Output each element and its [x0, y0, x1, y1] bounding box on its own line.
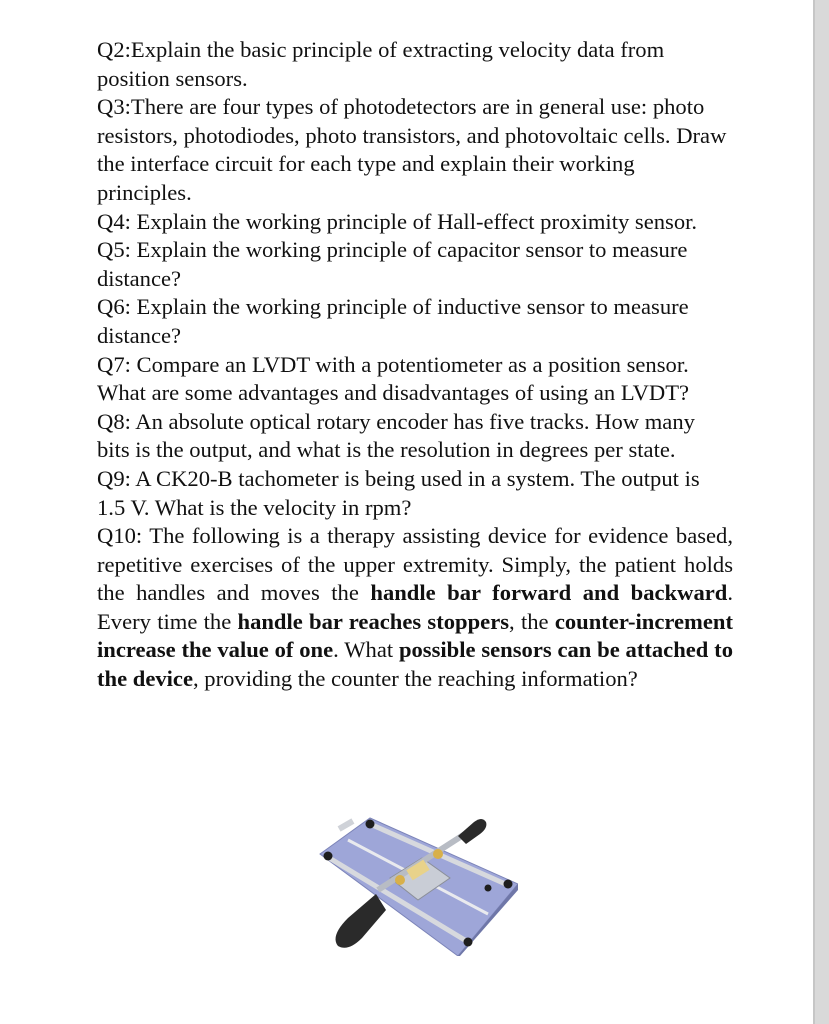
stopper-icon	[485, 885, 492, 892]
question-q7: Q7: Compare an LVDT with a potentiometer as a position sensor. What are some advantages and disadvantages of using an LVDT?	[97, 351, 690, 406]
q10-text-1: Q10: The following is a therapy assisting device for evidence based, repetitive exercises of the upper extremity. Simply, the patient holds the handles and moves the	[97, 523, 733, 606]
question-q2: Q2:Explain the basic principle of extracting velocity data from position sensors.	[97, 37, 665, 91]
device-handle-far	[458, 819, 486, 844]
page-right-border	[813, 0, 829, 1024]
q10-text-2: . Every time the	[97, 580, 733, 634]
therapy-device-image	[318, 814, 518, 956]
q10-text-5: , providing the counter the reaching information?	[193, 666, 638, 692]
question-q6: Q6: Explain the working principle of inductive sensor to measure distance?	[97, 294, 689, 348]
stopper-icon	[504, 880, 513, 889]
q10-bold-4: possible sensors can be attached to the device	[97, 637, 733, 692]
question-q5: Q5: Explain the working principle of capacitor sensor to measure distance?	[97, 237, 688, 291]
q10-text-3: , the	[509, 608, 555, 634]
question-document	[97, 36, 733, 694]
device-handle-near	[336, 894, 386, 948]
stopper-icon	[366, 820, 375, 829]
q10-bold-2: handle bar reaches stoppers	[237, 608, 510, 634]
question-q9: Q9: A CK20-B tachometer is being used in a system. The output is 1.5 V. What is the velocity in rpm?	[97, 465, 700, 520]
question-q4: Q4: Explain the working principle of Hall-effect proximity sensor.	[97, 208, 698, 234]
device-side-grip	[338, 818, 355, 831]
question-q10	[97, 522, 733, 694]
q10-text-4: . What	[333, 637, 399, 663]
q10-bold-3: counter-increment increase the value of one	[97, 608, 733, 663]
question-q8: Q8: An absolute optical rotary encoder has five tracks. How many bits is the output, and what is the resolution in degrees per state.	[97, 408, 695, 463]
device-knob	[395, 875, 405, 885]
stopper-icon	[324, 852, 333, 861]
question-q3: Q3:There are four types of photodetectors are in general use: photo resistors, photodiodes, photo transistors, and photovoltaic cells. Draw the interface circuit for each type and explain their working principles.	[97, 94, 727, 205]
q10-bold-1: handle bar forward and backward	[370, 580, 728, 606]
device-knob	[433, 849, 443, 859]
stopper-icon	[464, 938, 473, 947]
